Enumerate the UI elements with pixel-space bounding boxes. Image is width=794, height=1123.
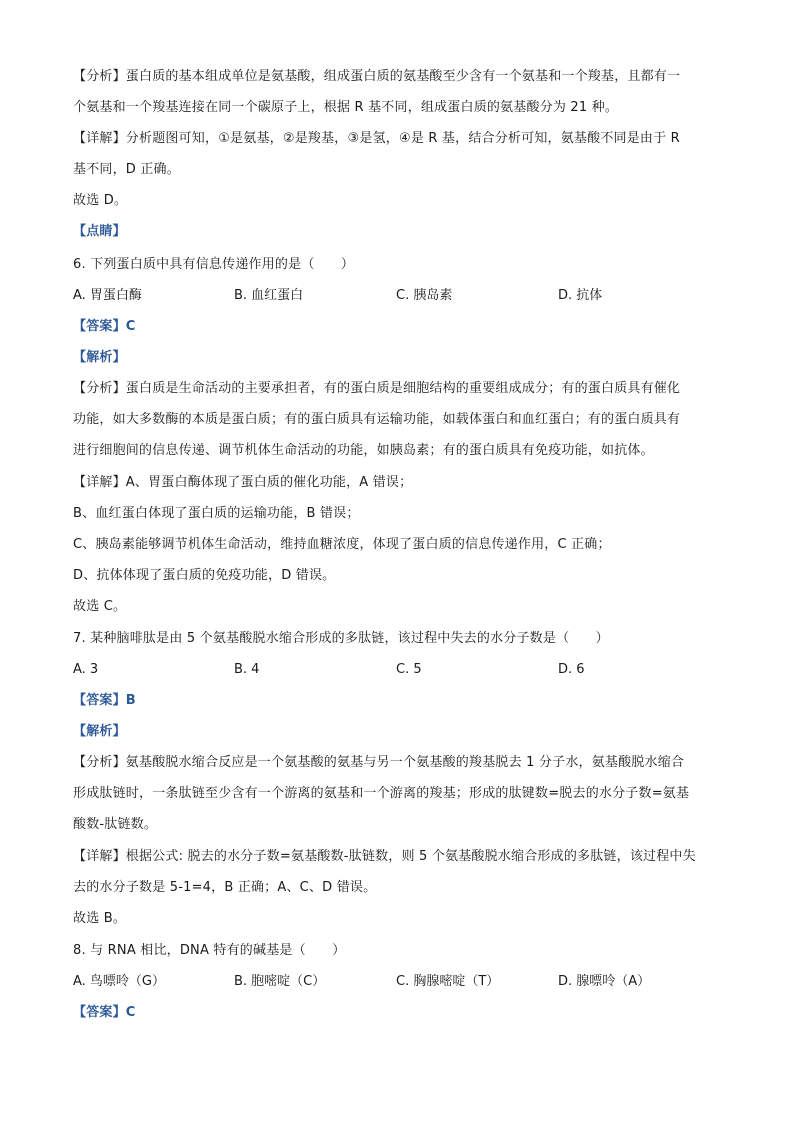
explanation-heading-6: 【解析】 bbox=[73, 350, 126, 365]
question-6: 6. 下列蛋白质中具有信息传递作用的是（ ） bbox=[73, 257, 355, 272]
answer-label-6: 【答案】C bbox=[73, 319, 136, 334]
explanation-heading-7: 【解析】 bbox=[73, 724, 126, 739]
analysis-line: 【分析】蛋白质的基本组成单位是氨基酸，组成蛋白质的氨基酸至少含有一个氨基和一个羧基，且都有一 bbox=[73, 69, 681, 84]
detail-line: D、抗体体现了蛋白质的免疫功能，D 错误。 bbox=[73, 568, 336, 583]
analysis-line: 【分析】氨基酸脱水缩合反应是一个氨基酸的氨基与另一个氨基酸的羧基脱去 1 分子水，氨基酸脱水缩合 bbox=[73, 755, 685, 770]
detail-line: 基不同，D 正确。 bbox=[73, 162, 180, 177]
q8-option-a: A. 鸟嘌呤（G） bbox=[73, 974, 166, 989]
detail-line: B、血红蛋白体现了蛋白质的运输功能，B 错误； bbox=[73, 506, 360, 521]
q7-option-c: C. 5 bbox=[396, 662, 422, 677]
analysis-line: 形成肽链时，一条肽链至少含有一个游离的氨基和一个游离的羧基；形成的肽键数=脱去的水分子数=氨基 bbox=[73, 786, 690, 801]
conclusion-line: 故选 B。 bbox=[73, 911, 127, 926]
analysis-line: 个氨基和一个羧基连接在同一个碳原子上，根据 R 基不同，组成蛋白质的氨基酸分为 21 种。 bbox=[73, 100, 619, 115]
q7-option-b: B. 4 bbox=[234, 662, 260, 677]
detail-line: 去的水分子数是 5-1=4，B 正确；A、C、D 错误。 bbox=[73, 880, 377, 895]
tips-heading: 【点睛】 bbox=[73, 224, 126, 239]
analysis-line: 【分析】蛋白质是生命活动的主要承担者，有的蛋白质是细胞结构的重要组成成分；有的蛋白质具有催化 bbox=[73, 381, 681, 396]
conclusion-line: 故选 D。 bbox=[73, 193, 128, 208]
q8-option-c: C. 胸腺嘧啶（T） bbox=[396, 974, 500, 989]
answer-label-8: 【答案】C bbox=[73, 1005, 136, 1020]
q7-option-d: D. 6 bbox=[558, 662, 585, 677]
answer-label-7: 【答案】B bbox=[73, 693, 136, 708]
question-8: 8. 与 RNA 相比，DNA 特有的碱基是（ ） bbox=[73, 943, 346, 958]
analysis-line: 功能，如大多数酶的本质是蛋白质；有的蛋白质具有运输功能，如载体蛋白和血红蛋白；有的蛋白质具有 bbox=[73, 412, 681, 427]
q6-option-d: D. 抗体 bbox=[558, 288, 603, 303]
detail-line: 【详解】分析题图可知，①是氨基，②是羧基，③是氢，④是 R 基，结合分析可知，氨基酸不同是由于 R bbox=[73, 131, 680, 146]
q6-option-c: C. 胰岛素 bbox=[396, 288, 453, 303]
q8-option-d: D. 腺嘌呤（A） bbox=[558, 974, 651, 989]
detail-line: 【详解】根据公式: 脱去的水分子数=氨基酸数-肽链数，则 5 个氨基酸脱水缩合形成的多肽链，该过程中失 bbox=[73, 849, 696, 864]
q6-option-a: A. 胃蛋白酶 bbox=[73, 288, 142, 303]
detail-line: 【详解】A、胃蛋白酶体现了蛋白质的催化功能，A 错误； bbox=[73, 475, 413, 490]
analysis-line: 酸数-肽链数。 bbox=[73, 817, 158, 832]
question-7: 7. 某种脑啡肽是由 5 个氨基酸脱水缩合形成的多肽链，该过程中失去的水分子数是（ ） bbox=[73, 631, 609, 646]
q8-option-b: B. 胞嘧啶（C） bbox=[234, 974, 326, 989]
analysis-line: 进行细胞间的信息传递、调节机体生命活动的功能，如胰岛素；有的蛋白质具有免疫功能，如抗体。 bbox=[73, 443, 654, 458]
q6-option-b: B. 血红蛋白 bbox=[234, 288, 304, 303]
conclusion-line: 故选 C。 bbox=[73, 599, 127, 614]
q7-option-a: A. 3 bbox=[73, 662, 99, 677]
detail-line: C、胰岛素能够调节机体生命活动，维持血糖浓度，体现了蛋白质的信息传递作用，C 正确； bbox=[73, 537, 611, 552]
